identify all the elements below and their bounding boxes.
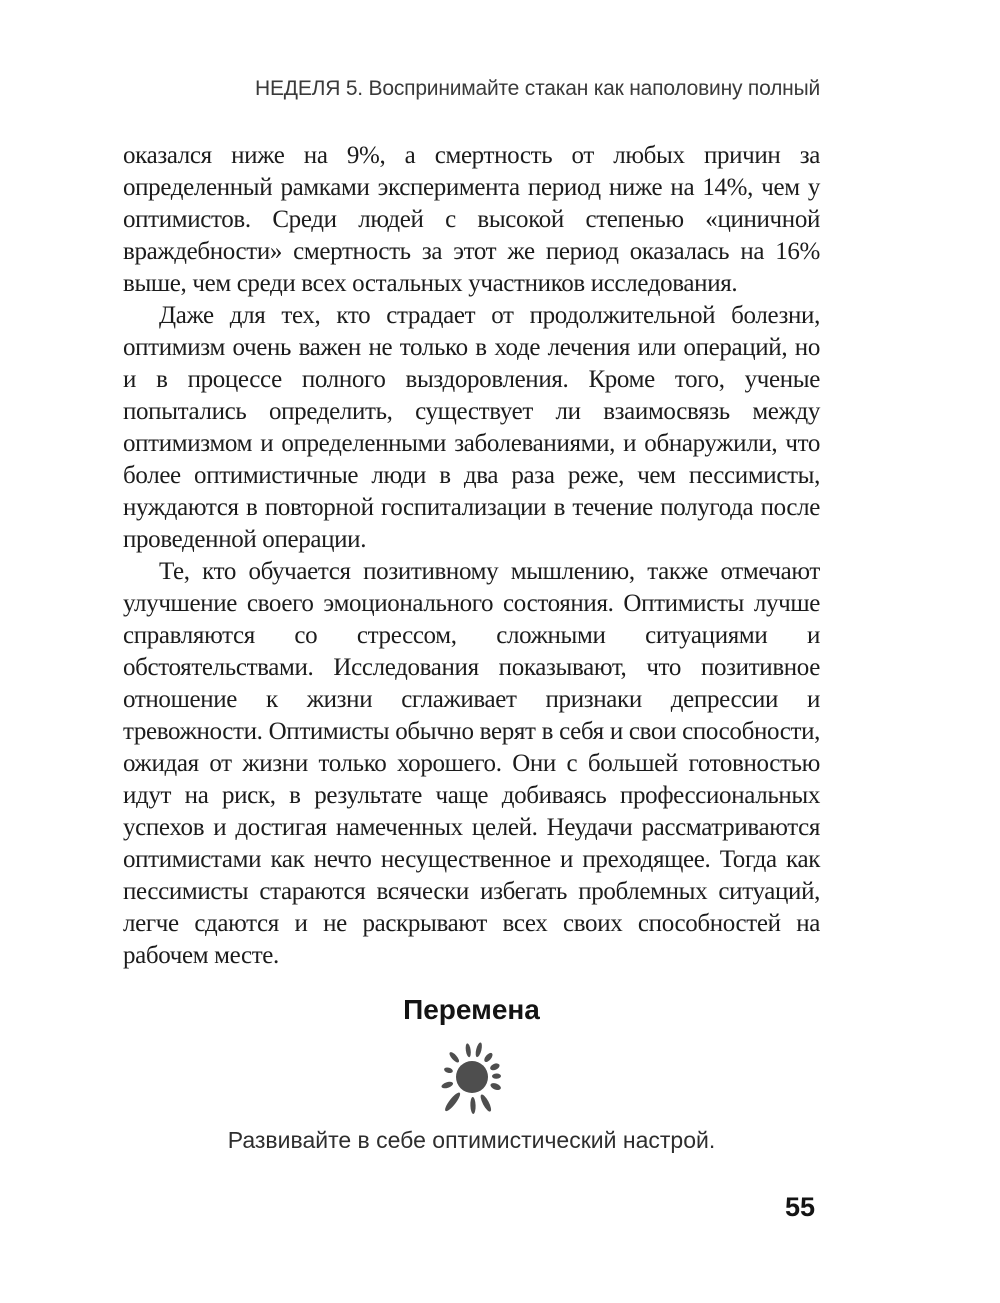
paragraph: Те, кто обучается позитивному мышлению, также отмечают улучшение своего эмоционального состояния. Оптимисты лучше справляются со стрессом, сложными ситуациями и обстоятельствами. Исследования показывают, что позитивное отношение к жизни сглаживает признаки депрессии и тревожности. Оптимисты обычно верят в себя и свои способности, ожидая от жизни только хорошего. Они с большей готовностью идут на риск, в результате чаще добиваясь профессиональных успехов и достигая намеченных целей. Неудачи рассматриваются оптимистами как нечто несущественное и преходящее. Тогда как пессимисты стараются всячески избегать проблемных ситуаций, легче сдаются и не раскрывают всех своих способностей на рабочем месте.: [123, 558, 820, 969]
running-header: [123, 76, 820, 102]
running-header-text: НЕДЕЛЯ 5. Воспринимайте стакан как наполовину полный: [255, 77, 820, 100]
paragraph: Даже для тех, кто страдает от продолжительной болезни, оптимизм очень важен не только в ходе лечения или операций, но и в процессе полного выздоровления. Кроме того, ученые попытались определить, существует ли взаимосвязь между оптимизмом и определенными заболеваниями, и обнаружили, что более оптимистичные люди в два раза реже, чем пессимисты, нуждаются в повторной госпитализации в течение полугода после проведенной операции.: [123, 302, 820, 553]
sun-icon: [123, 1038, 820, 1122]
section-caption: Развивайте в себе оптимистический настрой.: [227, 1127, 716, 1153]
paragraph: оказался ниже на 9%, а смертность от любых причин за определенный рамками эксперимента период ниже на 14%, чем у оптимистов. Среди людей с высокой степенью «циничной враждебности» смертность за этот же период оказалась на 16% выше, чем среди всех остальных участников исследования.: [123, 142, 820, 297]
page-number: 55: [784, 1192, 815, 1222]
body-text: [123, 140, 820, 972]
section-heading: Перемена: [403, 994, 540, 1025]
